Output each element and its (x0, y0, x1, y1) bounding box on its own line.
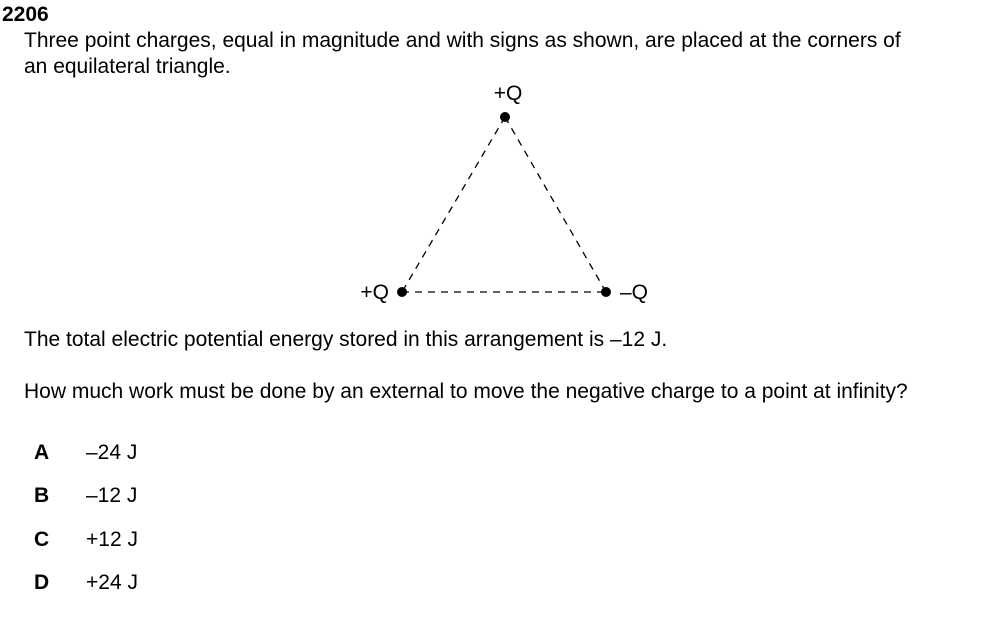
question-intro-line-2: an equilateral triangle. (24, 55, 231, 78)
question-number: 2206 (2, 3, 49, 26)
question-prompt: How much work must be done by an external to move the negative charge to a point at infinity? (24, 380, 908, 403)
triangle-side-left (402, 117, 505, 292)
option-text: –24 J (86, 441, 138, 464)
option-letter: A (34, 441, 50, 464)
charge-left-label: +Q (360, 281, 389, 304)
charge-triangle-svg (340, 75, 670, 310)
option-text: +24 J (86, 571, 138, 594)
option-text: –12 J (86, 484, 138, 507)
option-text: +12 J (86, 528, 138, 551)
charge-top-label: +Q (493, 82, 523, 105)
option-letter: B (34, 484, 50, 507)
question-intro-line-1: Three point charges, equal in magnitude and with signs as shown, are placed at the corners of (24, 29, 901, 52)
charge-right-dot (601, 287, 611, 297)
answer-option-a[interactable] (34, 440, 137, 466)
question-intro (24, 28, 996, 80)
option-letter: C (34, 528, 50, 551)
energy-statement: The total electric potential energy stored in this arrangement is –12 J. (24, 328, 668, 351)
charge-triangle-diagram (340, 75, 670, 315)
answer-option-d[interactable] (34, 570, 138, 596)
charge-left-dot (397, 287, 407, 297)
charge-top-dot (500, 112, 510, 122)
option-letter: D (34, 571, 50, 594)
charge-right-label: –Q (620, 281, 649, 304)
answer-option-c[interactable] (34, 527, 138, 553)
answer-option-b[interactable] (34, 483, 137, 509)
triangle-side-right (505, 117, 606, 292)
